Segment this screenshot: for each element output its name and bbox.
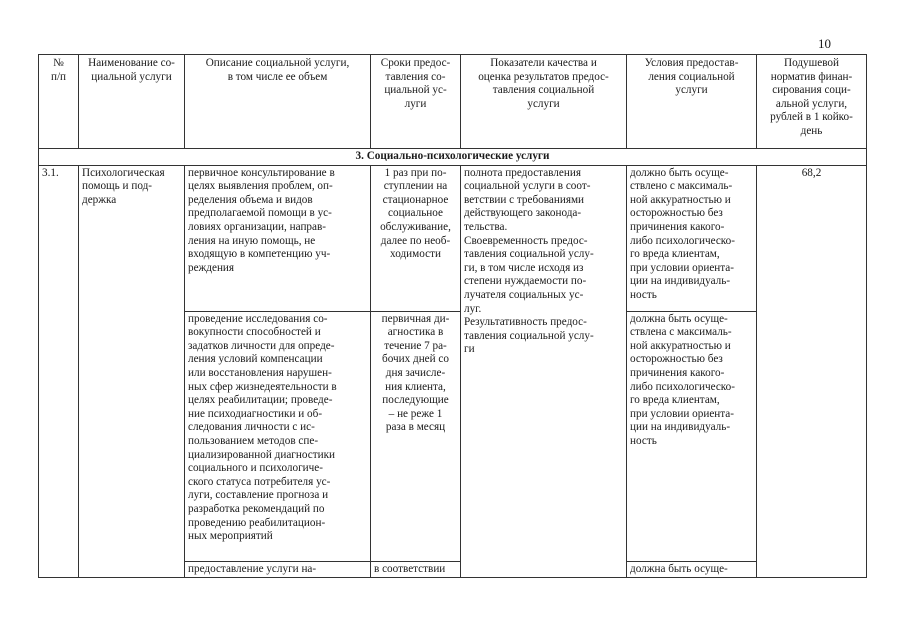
header-name: Наименование со- циальной услуги: [79, 55, 185, 149]
subrow-2-conditions: должна быть осуще- ствлена с максималь- ной аккуратностью и осторожностью без причинения какого- либо психологическо- го вреда клиентам, при условии ориента- ции на индивидуаль- ность: [627, 311, 757, 561]
service-row-1: [39, 165, 867, 311]
service-name: Психологическая помощь и под- держка: [79, 165, 185, 578]
header-row: [39, 55, 867, 149]
row-number: 3.1.: [39, 165, 79, 578]
header-quality: Показатели качества и оценка результатов предос- тавления социальной услуги: [461, 55, 627, 149]
header-description: Описание социальной услуги, в том числе ее объем: [185, 55, 371, 149]
subrow-1-conditions: должно быть осуще- ствлено с максималь- ной аккуратностью и осторожностью без причинения какого- либо психологическо- го вреда клиентам, при условии ориента- ции на индивидуаль- ность: [627, 165, 757, 311]
subrow-3-description: предоставление услуги на-: [185, 561, 371, 578]
subrow-3-conditions: должна быть осуще-: [627, 561, 757, 578]
subrow-1-description: первичное консультирование в целях выявления проблем, оп- ределения объема и видов предполагаемой помощи в ус- ловиях организации, направ- ления на иную помощь, не входящую в компетенцию уч- реждения: [185, 165, 371, 311]
subrow-2-description: проведение исследования со- вокупности способностей и задатков личности для опреде- ления условий компенсации или восстановления нарушен- ных сфер жизнедеятельности в целях реабилитации; проведе- ние психодиагностики и об- следования личности с ис- пользованием методов спе- циализированной диагностики социального и психологиче- ского статуса потребителя ус- луги, составление прогноза и разработка рекомендаций по проведению реабилитацион- ных мероприятий: [185, 311, 371, 561]
services-table: [38, 54, 867, 578]
subrow-2-terms: первичная ди- агностика в течение 7 ра- бочих дней со дня зачисле- ния клиента, последующие – не реже 1 раза в месяц: [371, 311, 461, 561]
subrow-1-terms: 1 раз при по- ступлении на стационарное социальное обслуживание, далее по необ- ходимости: [371, 165, 461, 311]
quality-indicators: полнота предоставления социальной услуги в соот- ветствии с требованиями действующего законода- тельства. Своевременность предос- тавления социальной услу- ги, в том числе исходя из степени нуждаемости по- лучателя социальных ус- луг. Результативность предос- тавления социальной услу- ги: [461, 165, 627, 578]
norm-value: 68,2: [757, 165, 867, 578]
header-terms: Сроки предос- тавления со- циальной ус- луги: [371, 55, 461, 149]
header-norm: Подушевой норматив финан- сирования соци- альной услуги, рублей в 1 койко- день: [757, 55, 867, 149]
header-conditions: Условия предостав- ления социальной услуги: [627, 55, 757, 149]
section-title: 3. Социально-психологические услуги: [39, 149, 867, 166]
subrow-3-terms: в соответствии: [371, 561, 461, 578]
section-row: [39, 149, 867, 166]
page-number: 10: [818, 36, 831, 51]
header-num: № п/п: [39, 55, 79, 149]
